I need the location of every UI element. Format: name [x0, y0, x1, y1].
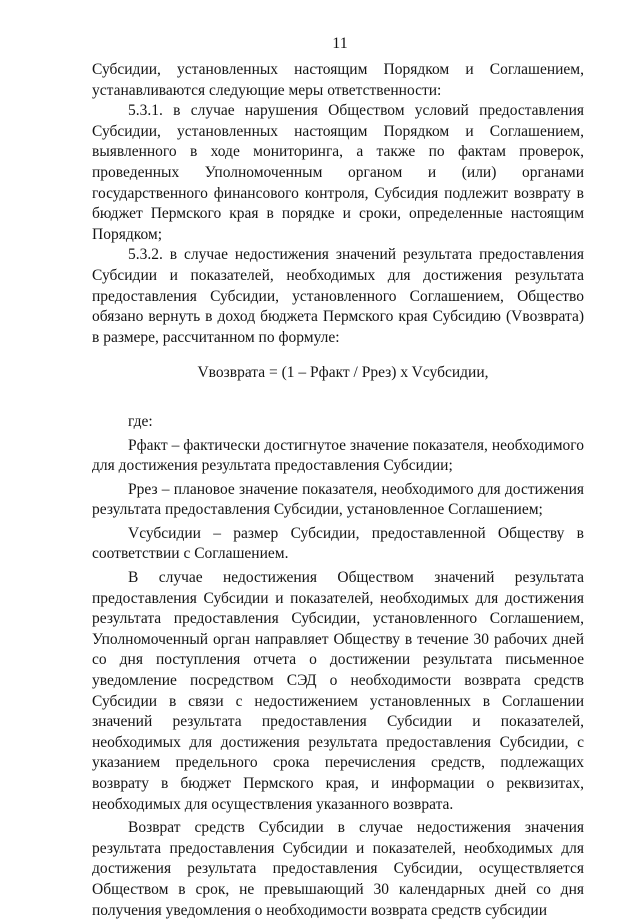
- page-number: 11: [332, 35, 348, 52]
- where-label: где:: [128, 412, 153, 430]
- formula: Vвозврата = (1 – Рфакт / Рpез) x Vсубсидии,: [197, 364, 489, 382]
- paragraph-return: Возврат средств Субсидии в случае недостижения значения результата предоставления Субсидии и показателей, необходимых для достижения результата предоставления Субсидии, осуществляется Обществом в срок, не превышающий 30 календарных дней со дня получения уведомления о необходимости возврата средств субсидии: [92, 819, 584, 919]
- paragraph-5-3-1: 5.3.1. в случае нарушения Обществом условий предоставления Субсидии, установленных настоящим Порядком и Соглашением, выявленного в ходе мониторинга, а также по фактам проверок, проведенных Уполномоченным органом и (или) органами государственного финансового контроля, Субсидия подлежит возврату в бюджет Пермского края в порядке и сроки, определенные настоящим Порядком;: [92, 102, 584, 243]
- definition-rrez: Рpез – плановое значение показателя, необходимого для достижения результата предоставления Субсидии, установленное Соглашением;: [92, 480, 584, 519]
- paragraph-notification: В случае недостижения Обществом значений результата предоставления Субсидии и показателей, необходимых для достижения результата предоставления Субсидии, установленного Соглашением, Уполномоченный орган направляет Обществу в течение 30 рабочих дней со дня поступления отчета о достижении результата письменное уведомление посредством СЭД о необходимости возврата средств Субсидии в связи с недостижением установленных в Соглашении значений результата предоставления Субсидии и показателей, необходимых для достижения результата предоставления Субсидии, с указанием предельного срока перечисления средств, подлежащих возврату в бюджет Пермского края, и информации о реквизитах, необходимых для осуществления указанного возврата.: [92, 569, 584, 813]
- document-body: [92, 60, 584, 921]
- paragraph-intro: Субсидии, установленных настоящим Порядком и Соглашением, устанавливаются следующие меры ответственности:: [92, 61, 584, 99]
- paragraph-5-3-2: 5.3.2. в случае недостижения значений результата предоставления Субсидии и показателей, необходимых для достижения результата предоставления Субсидии, установленного Соглашением, Общество обязано вернуть в доход бюджета Пермского края Субсидию (Vвозврата) в размере, рассчитанном по формуле:: [92, 246, 584, 346]
- definition-rfact: Рфакт – фактически достигнутое значение показателя, необходимого для достижения результата предоставления Субсидии;: [92, 436, 584, 475]
- definition-vsubsidii: Vсубсидии – размер Субсидии, предоставленной Обществу в соответствии с Соглашением.: [92, 524, 584, 563]
